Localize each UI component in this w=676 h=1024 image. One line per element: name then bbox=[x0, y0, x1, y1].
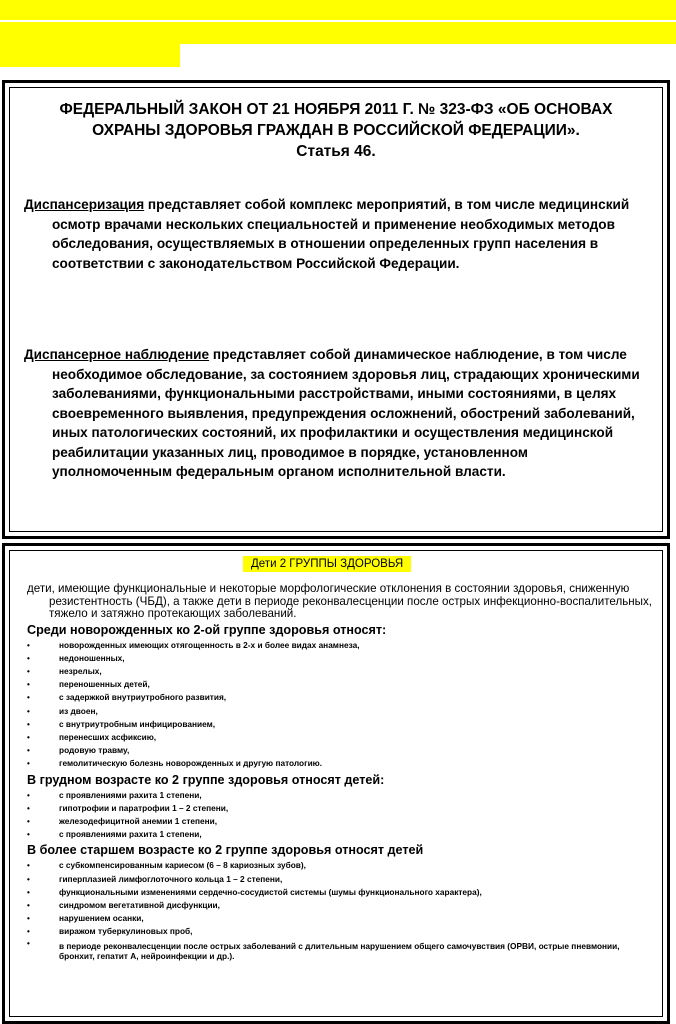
law-title-line-3: Статья 46. bbox=[296, 143, 376, 160]
list-item: • функциональными изменениями сердечно-сосудистой системы (шумы функционального характера), bbox=[27, 886, 655, 899]
infancy-list bbox=[27, 789, 655, 842]
list-item: • гемолитическую болезнь новорожденных и другую патологию. bbox=[27, 757, 655, 770]
highlight-bar-3 bbox=[0, 44, 180, 67]
newborns-list bbox=[27, 639, 655, 771]
list-item: • виражом туберкулиновых проб, bbox=[27, 925, 655, 938]
list-item: • с задержкой внутриутробного развития, bbox=[27, 691, 655, 704]
list-item: • в периоде реконвалесценции после острых заболеваний с длительным нарушением общего самочувствия (ОРВИ, острые пневмонии, бронхит, гепатит А, нейроинфекции и др.). bbox=[27, 939, 655, 962]
list-item: • переношенных детей, bbox=[27, 678, 655, 691]
section-heading-infancy: В грудном возрасте ко 2 группе здоровья относят детей: bbox=[27, 772, 385, 787]
list-item: • с проявлениями рахита 1 степени, bbox=[27, 789, 655, 802]
section-heading-older-age: В более старшем возрасте ко 2 группе здоровья относят детей bbox=[27, 843, 424, 858]
term-observation: Диспансерное наблюдение bbox=[24, 347, 210, 362]
list-item: • незрелых, bbox=[27, 665, 655, 678]
list-item: • железодефицитной анемии 1 степени, bbox=[27, 815, 655, 828]
health-group-content bbox=[27, 583, 655, 962]
list-item: • родовую травму, bbox=[27, 744, 655, 757]
list-item: • гиперплазией лимфоглоточного кольца 1 – 2 степени, bbox=[27, 873, 655, 886]
list-item: • с внутриутробным инфицированием, bbox=[27, 718, 655, 731]
definition-dispanserization bbox=[24, 195, 645, 273]
definition-dispanserization-text: представляет собой комплекс мероприятий, в том числе медицинский осмотр врачами нескольких специальностей и применение необходимых методов обследования, осуществляемых в отношении определенных групп населения в соответствии с законодательством Российской Федерации. bbox=[52, 197, 630, 271]
definition-observation-text: представляет собой динамическое наблюдение, в том числе необходимое обследование, за состоянием здоровья лиц, страдающих хроническими заболеваниями, функциональными расстройствами, иными состояниями, в целях своевременного выявления, предупреждения осложнений, обострений заболеваний, иных патологических состояний, их профилактики и осуществления медицинской реабилитации указанных лиц, проводимое в порядке, установленном уполномоченным федеральным органом исполнительной власти. bbox=[52, 347, 640, 479]
highlight-bar-1 bbox=[0, 0, 676, 20]
law-title-line-2: ОХРАНЫ ЗДОРОВЬЯ ГРАЖДАН В РОССИЙСКОЙ ФЕДЕРАЦИИ». bbox=[92, 122, 580, 139]
highlight-bar-2 bbox=[0, 22, 676, 44]
list-item: • нарушением осанки, bbox=[27, 912, 655, 925]
section-heading-newborns: Среди новорожденных ко 2-ой группе здоровья относят: bbox=[27, 622, 387, 637]
list-item: • из двоен, bbox=[27, 705, 655, 718]
list-item: • перенесших асфиксию, bbox=[27, 731, 655, 744]
health-group-intro: дети, имеющие функциональные и некоторые морфологические отклонения в состоянии здоровья, сниженную резистентность (ЧБД), а также дети в периоде реконвалесценции после острых инфекционно-воспалительных, тяжело и затяжно протекающих заболеваний. bbox=[27, 582, 653, 620]
term-dispanserization: Диспансеризация bbox=[24, 197, 145, 212]
list-item: • недоношенных, bbox=[27, 652, 655, 665]
health-group-title: Дети 2 ГРУППЫ ЗДОРОВЬЯ bbox=[243, 556, 411, 572]
list-item: • с субкомпенсированным кариесом (6 – 8 кариозных зубов), bbox=[27, 859, 655, 872]
health-group-panel bbox=[2, 543, 670, 1024]
list-item: • с проявлениями рахита 1 степени, bbox=[27, 828, 655, 841]
law-panel bbox=[2, 80, 670, 539]
older-age-list bbox=[27, 859, 655, 961]
definition-observation bbox=[24, 345, 645, 482]
list-item: • синдромом вегетативной дисфункции, bbox=[27, 899, 655, 912]
list-item: • гипотрофии и паратрофии 1 – 2 степени, bbox=[27, 802, 655, 815]
law-title-line-1: ФЕДЕРАЛЬНЫЙ ЗАКОН ОТ 21 НОЯБРЯ 2011 Г. № 323-ФЗ «ОБ ОСНОВАХ bbox=[59, 101, 613, 118]
list-item: • новорожденных имеющих отягощенность в 2-х и более видах анамнеза, bbox=[27, 639, 655, 652]
law-title bbox=[15, 99, 657, 162]
